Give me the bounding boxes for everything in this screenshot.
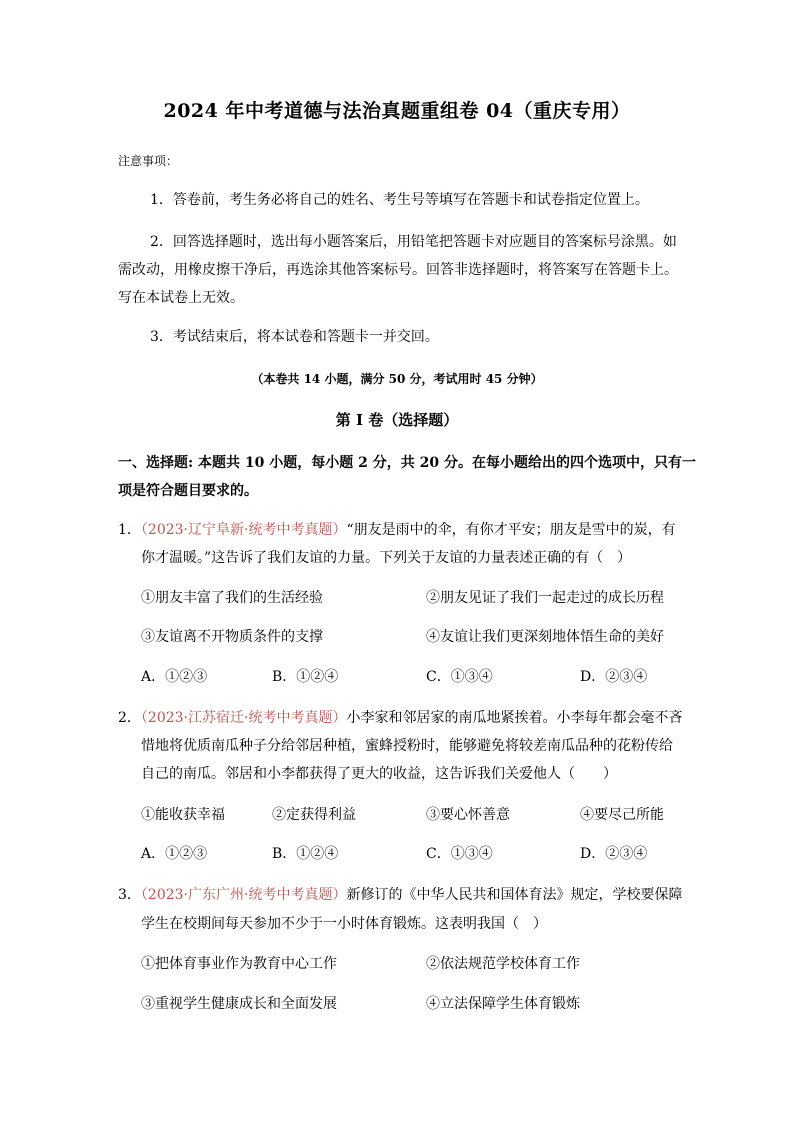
question-number: 1． (118, 522, 141, 538)
question-text: 新修订的《中华人民共和国体育法》规定，学校要保障 (346, 887, 683, 903)
question-2-option-4: ④要尽己所能 (580, 807, 664, 823)
question-3-line-2: 学生在校期间每天参加不少于一小时体育锻炼。这表明我国（ ） (141, 916, 547, 932)
exam-summary: （本卷共 14 小题，满分 50 分，考试用时 45 分钟） (251, 372, 543, 386)
question-source: （2023·广东广州·统考中考真题） (140, 887, 347, 903)
question-number: 2． (118, 710, 141, 726)
question-3-option-2: ②依法规范学校体育工作 (426, 956, 580, 972)
question-3-option-3: ③重视学生健康成长和全面发展 (141, 996, 337, 1012)
question-1-option-1: ①朋友丰富了我们的生活经验 (141, 590, 323, 606)
question-1-choice-b[interactable]: B．①②④ (272, 669, 339, 685)
question-source: （2023·江苏宿迁·统考中考真题） (140, 710, 347, 726)
notice-item-2-line-1: 2．回答选择题时，选出每小题答案后，用铅笔把答题卡对应题目的答案标号涂黑。如 (150, 234, 677, 250)
question-2-option-2: ②定获得利益 (272, 807, 356, 823)
question-2-line-2: 惜地将优质南瓜种子分给邻居种植，蜜蜂授粉时，能够避免将较差南瓜品种的花粉传给 (141, 738, 673, 754)
notice-item-3: 3．考试结束后，将本试卷和答题卡一并交回。 (150, 329, 439, 345)
question-1-line-2: 你才温暖。”这告诉了我们友谊的力量。下列关于友谊的力量表述正确的有（ ） (141, 550, 632, 566)
question-2-choice-b[interactable]: B．①②④ (272, 846, 339, 862)
question-2-choice-a[interactable]: A．①②③ (141, 846, 208, 862)
notice-item-2-line-3: 写在本试卷上无效。 (118, 290, 244, 306)
notice-item-1: 1．答卷前，考生务必将自己的姓名、考生号等填写在答题卡和试卷指定位置上。 (150, 192, 649, 208)
question-1-choice-d[interactable]: D．②③④ (580, 669, 648, 685)
question-1-option-2: ②朋友见证了我们一起走过的成长历程 (426, 590, 664, 606)
notice-item-2-line-2: 需改动，用橡皮擦干净后，再选涂其他答案标号。回答非选择题时，将答案写在答题卡上。 (118, 262, 678, 278)
section-instructions-line-2: 项是符合题目要求的。 (118, 483, 258, 499)
question-1-choice-a[interactable]: A．①②③ (141, 669, 208, 685)
question-text: “朋友是雨中的伞，有你才平安；朋友是雪中的炭，有 (346, 522, 676, 538)
page-title: 2024 年中考道德与法治真题重组卷 04（重庆专用） (163, 100, 631, 122)
question-1-choice-c[interactable]: C．①③④ (426, 669, 493, 685)
question-1-option-4: ④友谊让我们更深刻地体悟生命的美好 (426, 629, 664, 645)
question-text: 小李家和邻居家的南瓜地紧挨着。小李每年都会毫不吝 (346, 710, 683, 726)
question-1-line-1 (118, 520, 676, 540)
question-3-option-1: ①把体育事业作为教育中心工作 (141, 956, 337, 972)
question-2-line-3: 自己的南瓜。邻居和小李都获得了更大的收益，这告诉我们关爱他人（ ） (141, 766, 617, 782)
notice-heading: 注意事项： (118, 154, 179, 168)
question-2-choice-d[interactable]: D．②③④ (580, 846, 648, 862)
question-3-option-4: ④立法保障学生体育锻炼 (426, 996, 580, 1012)
question-number: 3． (118, 887, 141, 903)
section-instructions-line-1: 一、选择题: 本题共 10 小题，每小题 2 分，共 20 分。在每小题给出的四个选项中，只有一 (118, 455, 696, 471)
question-2-option-3: ③要心怀善意 (426, 807, 510, 823)
part-heading: 第 I 卷（选择题） (335, 411, 459, 429)
question-3-line-1 (118, 885, 682, 905)
question-2-choice-c[interactable]: C．①③④ (426, 846, 493, 862)
question-source: （2023·辽宁阜新·统考中考真题） (140, 522, 347, 538)
question-2-option-1: ①能收获幸福 (141, 807, 225, 823)
question-1-option-3: ③友谊离不开物质条件的支撑 (141, 629, 323, 645)
question-2-line-1 (118, 708, 682, 728)
